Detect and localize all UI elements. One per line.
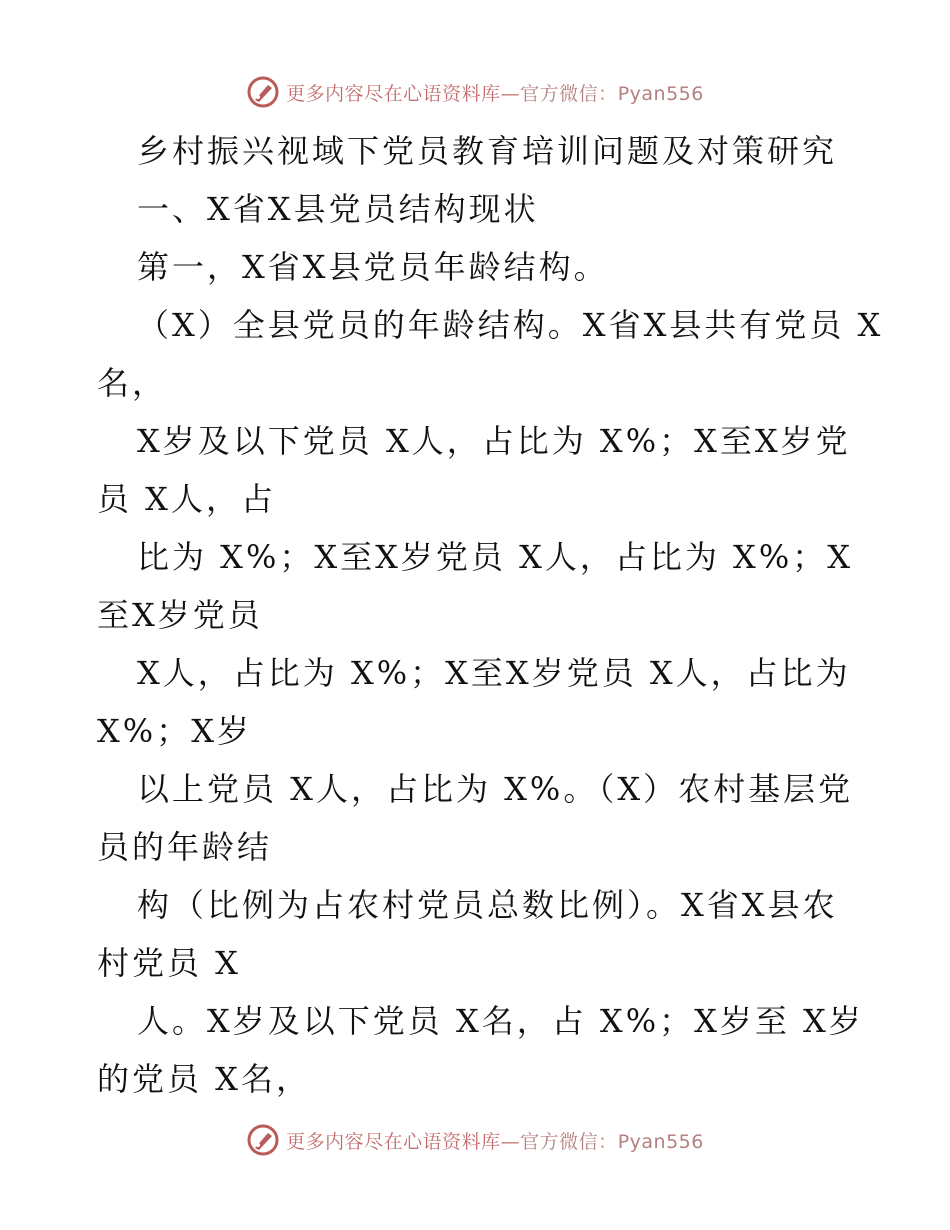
- body-line: 比为 X%；X至X岁党员 X人，占比为 X%；X: [137, 538, 854, 576]
- banner-wechat-label: 官方微信：: [520, 82, 618, 105]
- banner-text: [286, 79, 704, 106]
- body-line: 名，: [97, 364, 168, 402]
- footer-watermark-banner: [0, 1120, 950, 1160]
- banner-site-name: 更多内容尽在心语资料库: [286, 82, 501, 105]
- body-line: （X）全县党员的年龄结构。X省X县共有党员 X: [137, 306, 884, 344]
- banner-wechat-label: 官方微信：: [520, 1130, 618, 1153]
- banner-wechat-id: Pyan556: [617, 1130, 704, 1153]
- body-line: X岁及以下党员 X人，占比为 X%；X至X岁党: [137, 422, 851, 460]
- body-line: 至X岁党员: [97, 596, 263, 634]
- body-line: 员的年龄结: [97, 828, 273, 866]
- banner-separator: —: [500, 82, 521, 105]
- subsection-heading: 第一，X省X县党员年龄结构。: [137, 248, 609, 286]
- body-line: X人，占比为 X%；X至X岁党员 X人，占比为: [137, 654, 851, 692]
- banner-separator: —: [500, 1130, 521, 1153]
- body-line: 村党员 X: [97, 944, 241, 982]
- header-watermark-banner: [0, 72, 950, 112]
- document-title: 乡村振兴视域下党员教育培训问题及对策研究: [137, 132, 838, 170]
- body-line: 构（比例为占农村党员总数比例）。X省X县农: [137, 886, 838, 924]
- document-body: [97, 122, 884, 1108]
- banner-text: [286, 1127, 704, 1154]
- section-heading: 一、X省X县党员结构现状: [137, 190, 539, 228]
- pen-logo-icon: [246, 1123, 280, 1157]
- body-line: 员 X人，占: [97, 480, 276, 518]
- banner-site-name: 更多内容尽在心语资料库: [286, 1130, 501, 1153]
- banner-wechat-id: Pyan556: [617, 82, 704, 105]
- body-line: X%；X岁: [97, 712, 252, 750]
- body-line: 人。X岁及以下党员 X名，占 X%；X岁至 X岁: [137, 1002, 864, 1040]
- pen-logo-icon: [246, 75, 280, 109]
- body-line: 以上党员 X人，占比为 X%。（X）农村基层党: [137, 770, 854, 808]
- body-line: 的党员 X名，: [97, 1060, 311, 1098]
